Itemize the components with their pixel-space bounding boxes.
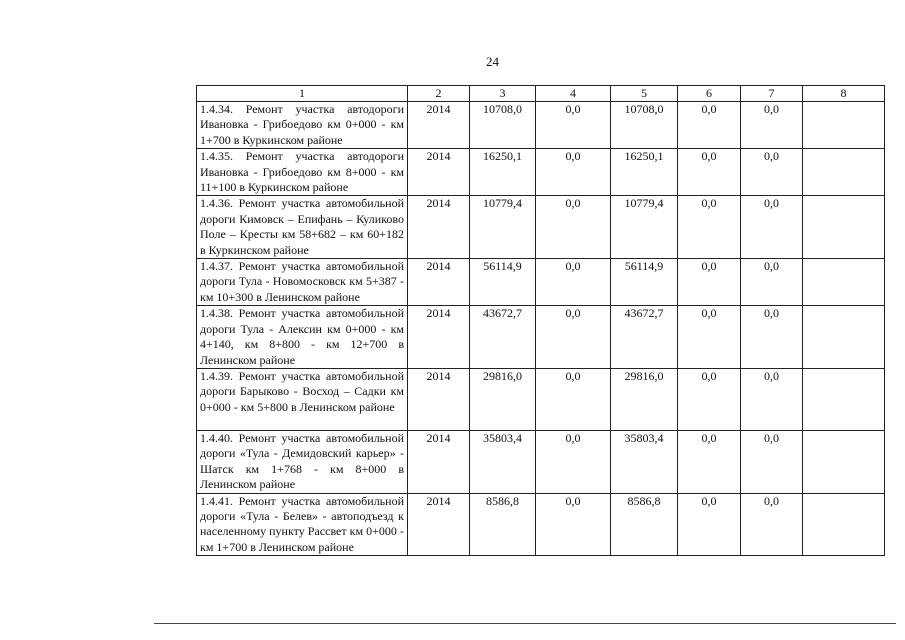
row-value-8 — [803, 368, 885, 430]
row-description: 1.4.35. Ремонт участка автодороги Ивановка - Грибоедово км 8+000 - км 11+100 в Куркинском районе — [197, 149, 408, 196]
row-value-6: 0,0 — [678, 430, 741, 493]
row-value-total: 43672,7 — [470, 306, 536, 369]
row-year: 2014 — [408, 430, 470, 493]
row-value-6: 0,0 — [678, 493, 741, 556]
row-value-total: 29816,0 — [470, 368, 536, 430]
program-table — [196, 85, 885, 556]
row-value-5: 16250,1 — [611, 149, 678, 196]
row-value-8 — [803, 196, 885, 259]
row-value-8 — [803, 149, 885, 196]
row-value-7: 0,0 — [741, 430, 803, 493]
row-value-8 — [803, 259, 885, 306]
row-value-total: 10708,0 — [470, 102, 536, 149]
column-header: 6 — [678, 86, 741, 102]
row-value-6: 0,0 — [678, 196, 741, 259]
column-header: 3 — [470, 86, 536, 102]
row-value-7: 0,0 — [741, 149, 803, 196]
header-row — [197, 86, 885, 102]
table-row — [197, 368, 885, 430]
row-description: 1.4.38. Ремонт участка автомобильной дороги Тула - Алексин км 0+000 - км 4+140, км 8+800 - км 12+700 в Ленинском районе — [197, 306, 408, 369]
table-row — [197, 259, 885, 306]
row-description: 1.4.36. Ремонт участка автомобильной дороги Кимовск – Епифань – Куликово Поле – Кресты км 58+682 – км 60+182 в Куркинском районе — [197, 196, 408, 259]
row-description: 1.4.37. Ремонт участка автомобильной дороги Тула - Новомосковск км 5+387 - км 10+300 в Ленинском районе — [197, 259, 408, 306]
row-year: 2014 — [408, 368, 470, 430]
row-value-7: 0,0 — [741, 368, 803, 430]
row-value-6: 0,0 — [678, 102, 741, 149]
row-value-7: 0,0 — [741, 102, 803, 149]
column-header: 4 — [536, 86, 611, 102]
table-row — [197, 493, 885, 556]
row-value-4: 0,0 — [536, 430, 611, 493]
row-value-8 — [803, 493, 885, 556]
row-value-5: 29816,0 — [611, 368, 678, 430]
row-value-5: 8586,8 — [611, 493, 678, 556]
row-value-7: 0,0 — [741, 493, 803, 556]
row-description: 1.4.40. Ремонт участка автомобильной дороги «Тула - Демидовский карьер» - Шатск км 1+768 - км 8+000 в Ленинском районе — [197, 430, 408, 493]
column-header: 8 — [803, 86, 885, 102]
row-value-7: 0,0 — [741, 306, 803, 369]
row-value-5: 35803,4 — [611, 430, 678, 493]
row-description: 1.4.41. Ремонт участка автомобильной дороги «Тула - Белев» - автоподъезд к населенному пункту Рассвет км 0+000 - км 1+700 в Ленинском районе — [197, 493, 408, 556]
column-header: 7 — [741, 86, 803, 102]
row-value-4: 0,0 — [536, 493, 611, 556]
column-header: 2 — [408, 86, 470, 102]
row-value-6: 0,0 — [678, 306, 741, 369]
row-description: 1.4.39. Ремонт участка автомобильной дороги Барыково - Восход – Садки км 0+000 - км 5+800 в Ленинском районе — [197, 368, 408, 430]
row-year: 2014 — [408, 196, 470, 259]
row-value-5: 10708,0 — [611, 102, 678, 149]
row-value-total: 8586,8 — [470, 493, 536, 556]
column-header: 5 — [611, 86, 678, 102]
row-year: 2014 — [408, 493, 470, 556]
row-year: 2014 — [408, 259, 470, 306]
row-value-total: 35803,4 — [470, 430, 536, 493]
table-row — [197, 430, 885, 493]
row-value-total: 16250,1 — [470, 149, 536, 196]
column-header: 1 — [197, 86, 408, 102]
row-year: 2014 — [408, 306, 470, 369]
row-value-4: 0,0 — [536, 102, 611, 149]
row-value-4: 0,0 — [536, 306, 611, 369]
row-value-4: 0,0 — [536, 368, 611, 430]
row-value-total: 10779,4 — [470, 196, 536, 259]
row-value-6: 0,0 — [678, 368, 741, 430]
table-row — [197, 102, 885, 149]
table-row — [197, 149, 885, 196]
row-value-total: 56114,9 — [470, 259, 536, 306]
row-value-5: 56114,9 — [611, 259, 678, 306]
page-number: 24 — [486, 54, 499, 69]
row-year: 2014 — [408, 149, 470, 196]
row-description: 1.4.34. Ремонт участка автодороги Ивановка - Грибоедово км 0+000 - км 1+700 в Куркинском районе — [197, 102, 408, 149]
row-value-5: 43672,7 — [611, 306, 678, 369]
row-value-4: 0,0 — [536, 259, 611, 306]
row-value-6: 0,0 — [678, 149, 741, 196]
row-value-7: 0,0 — [741, 259, 803, 306]
row-value-7: 0,0 — [741, 196, 803, 259]
row-value-4: 0,0 — [536, 149, 611, 196]
row-value-8 — [803, 102, 885, 149]
row-value-6: 0,0 — [678, 259, 741, 306]
row-year: 2014 — [408, 102, 470, 149]
table-row — [197, 306, 885, 369]
row-value-4: 0,0 — [536, 196, 611, 259]
row-value-8 — [803, 430, 885, 493]
table-row — [197, 196, 885, 259]
footer-rule — [154, 623, 896, 624]
row-value-5: 10779,4 — [611, 196, 678, 259]
row-value-8 — [803, 306, 885, 369]
